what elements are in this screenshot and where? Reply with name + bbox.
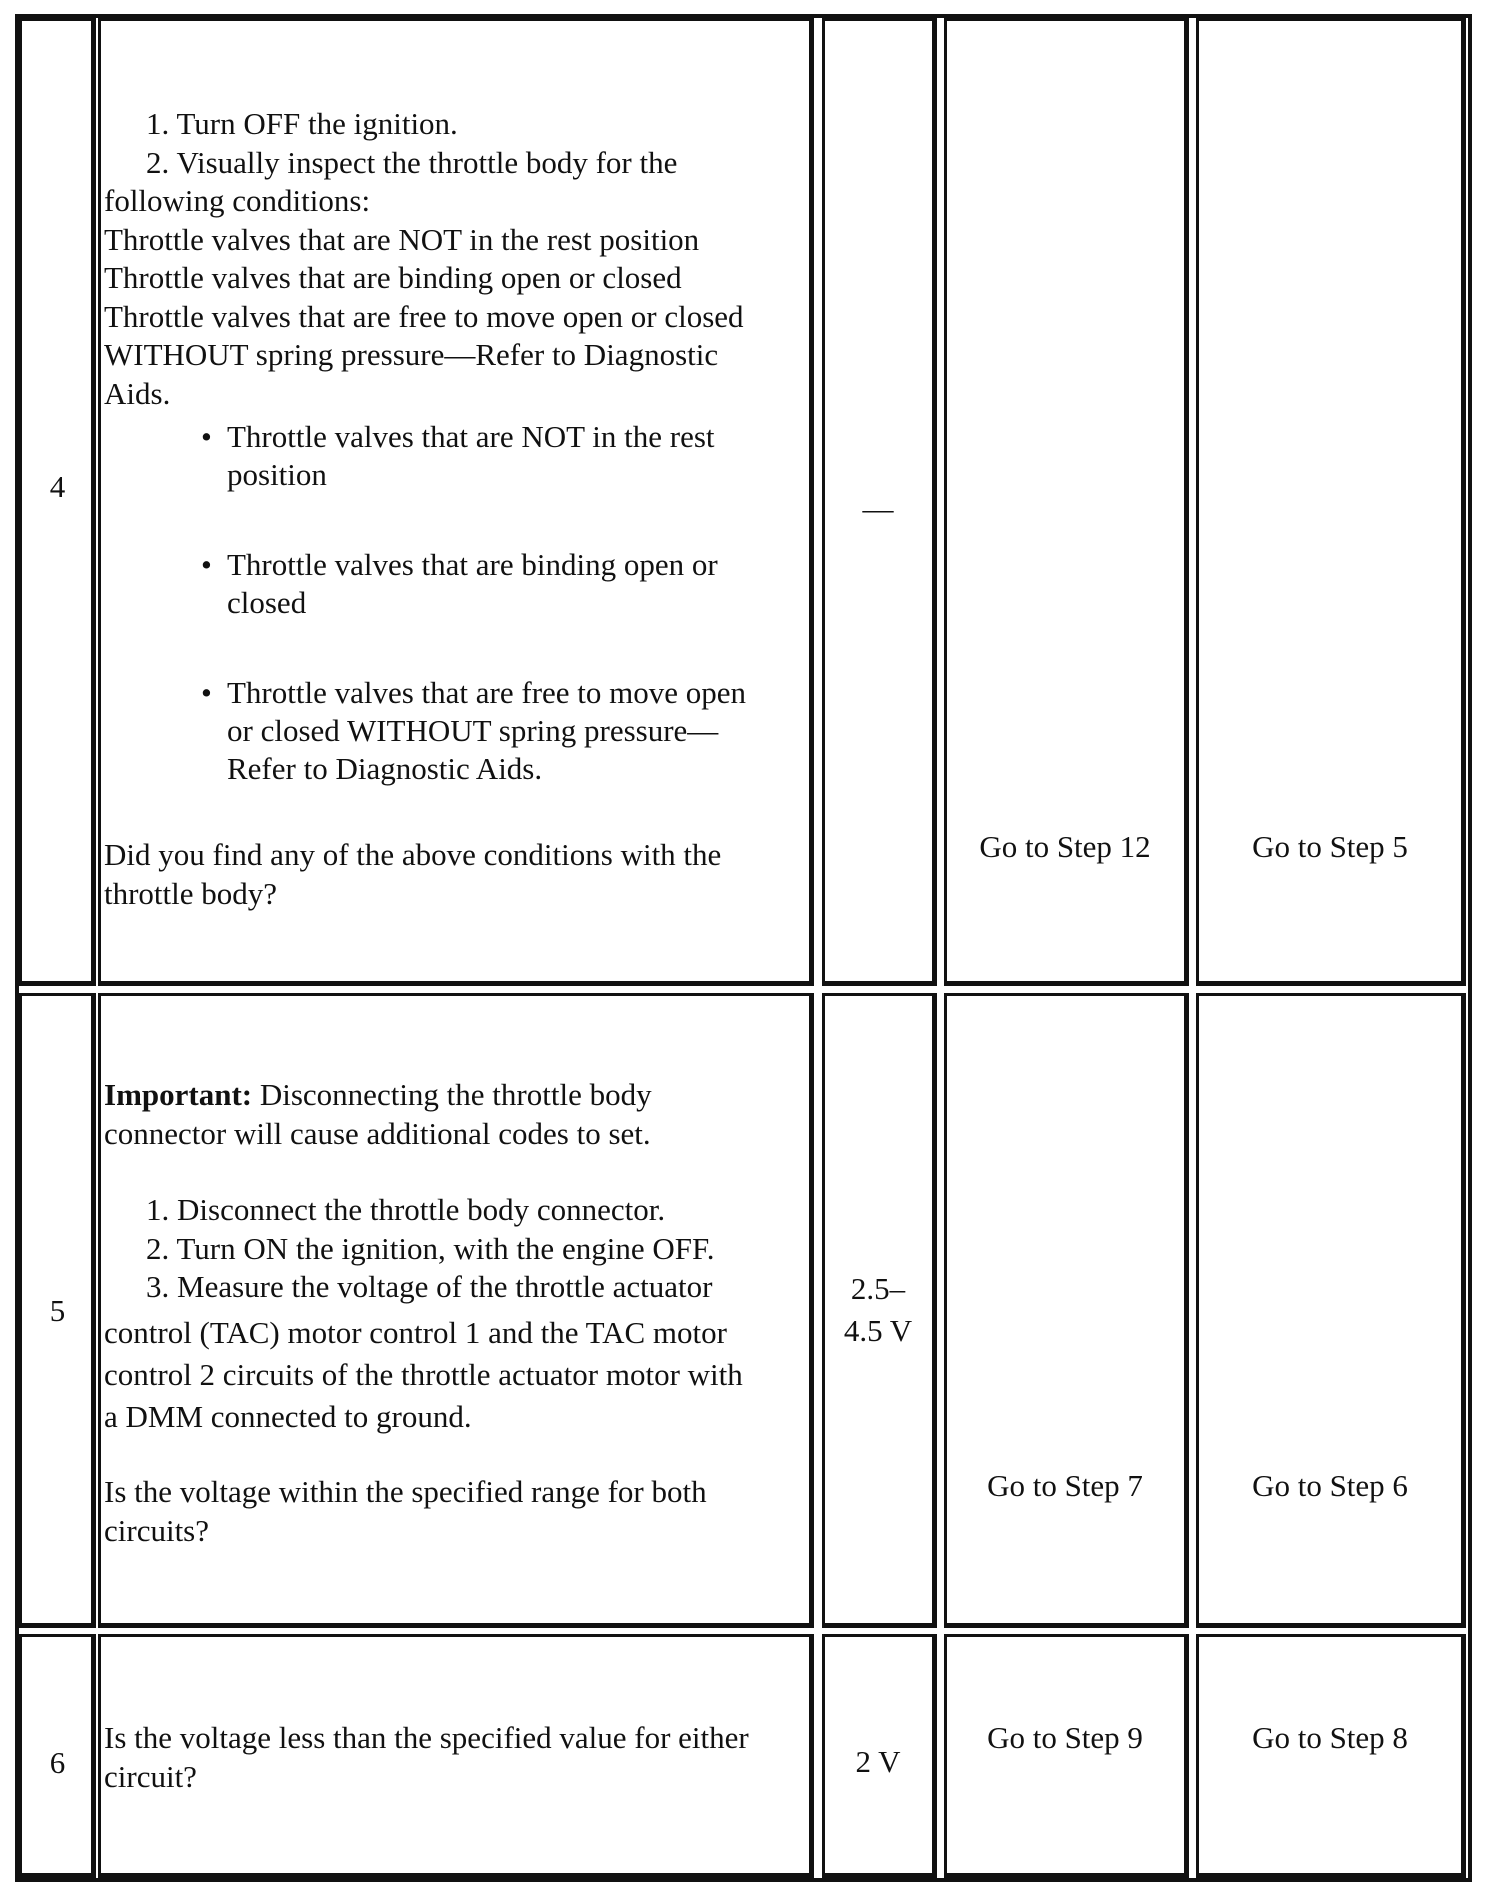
- important-note: [104, 1076, 652, 1153]
- step-number: 6: [49, 1745, 66, 1780]
- bullet-item: [201, 546, 718, 622]
- yes-result: Go to Step 9: [987, 1720, 1143, 1755]
- bullet-line: Throttle valves that are free to move open: [227, 675, 747, 710]
- bullet-icon: •: [201, 547, 212, 582]
- yes-result: Go to Step 7: [987, 1468, 1143, 1503]
- question-line: Did you find any of the above conditions with the: [104, 837, 722, 872]
- bullet-line: Throttle valves that are binding open or: [227, 547, 718, 582]
- bullet-line: Throttle valves that are NOT in the rest: [227, 419, 715, 454]
- list-item: 2. Turn ON the ignition, with the engine OFF.: [146, 1230, 715, 1266]
- step-number: 5: [49, 1293, 66, 1328]
- no-result: Go to Step 5: [1252, 829, 1408, 864]
- question-line: circuits?: [104, 1512, 210, 1548]
- continuation-line: control 2 circuits of the throttle actuator motor with: [104, 1357, 743, 1392]
- question-text: [104, 836, 721, 913]
- important-label: Important:: [104, 1077, 253, 1112]
- condition-line: Throttle valves that are binding open or closed: [104, 260, 682, 295]
- bullet-item: [201, 418, 715, 494]
- question-text: [104, 1473, 707, 1550]
- no-result: Go to Step 6: [1252, 1468, 1408, 1503]
- bullet-line: or closed WITHOUT spring pressure—: [227, 713, 719, 748]
- list-item: 1. Turn OFF the ignition.: [146, 106, 458, 141]
- list-item-continuation: [104, 1312, 743, 1438]
- bullet-icon: •: [201, 675, 212, 710]
- condition-line: Throttle valves that are NOT in the rest position: [104, 221, 700, 257]
- value-line: 2.5–: [850, 1271, 906, 1306]
- bullet-line: position: [227, 457, 327, 492]
- value-line: 4.5 V: [843, 1313, 913, 1348]
- value-text: [823, 1268, 933, 1352]
- action-text: [104, 1191, 714, 1307]
- list-item: 1. Disconnect the throttle body connector.: [146, 1192, 666, 1227]
- question-line: throttle body?: [104, 875, 278, 911]
- continuation-line: control (TAC) motor control 1 and the TAC motor: [104, 1315, 727, 1350]
- bullet-item: [201, 674, 747, 788]
- bullet-line: Refer to Diagnostic Aids.: [227, 751, 543, 786]
- question-line: Is the voltage less than the specified value for either: [104, 1720, 749, 1755]
- continuation-line: a DMM connected to ground.: [104, 1399, 472, 1434]
- bullet-icon: •: [201, 419, 212, 454]
- condition-line: Throttle valves that are free to move open or closed: [104, 298, 744, 334]
- value-text: 2 V: [855, 1744, 901, 1779]
- condition-line: Aids.: [104, 375, 171, 411]
- no-cell-5: [1196, 993, 1466, 1628]
- question-line: Is the voltage within the specified range for both: [104, 1474, 707, 1509]
- list-item: 2. Visually inspect the throttle body for the: [146, 144, 678, 180]
- no-result: Go to Step 8: [1252, 1720, 1408, 1755]
- important-text: Disconnecting the throttle body: [259, 1077, 652, 1112]
- list-item-continuation: following conditions:: [104, 183, 371, 218]
- condition-line: WITHOUT spring pressure—Refer to Diagnostic: [104, 337, 719, 372]
- yes-cell-5: [944, 993, 1189, 1628]
- value-text: —: [862, 491, 894, 526]
- action-text: [104, 105, 744, 413]
- step-number: 4: [49, 469, 66, 504]
- question-text: [104, 1719, 749, 1796]
- bullet-line: closed: [227, 585, 307, 620]
- question-line: circuit?: [104, 1758, 197, 1794]
- yes-result: Go to Step 12: [979, 829, 1151, 864]
- list-item: 3. Measure the voltage of the throttle actuator: [146, 1269, 713, 1304]
- important-text: connector will cause additional codes to set.: [104, 1115, 651, 1151]
